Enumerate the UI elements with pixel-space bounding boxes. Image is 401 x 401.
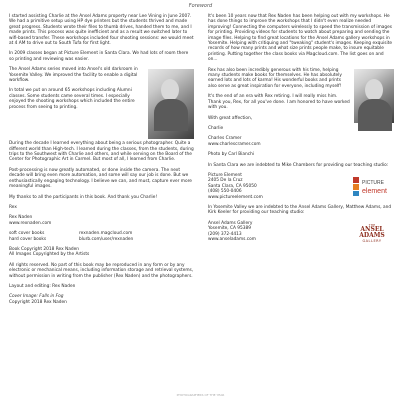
pe-address: 2405 De la Cruz [208,178,243,184]
picture-element-logo [352,175,394,197]
hard-cover-url[interactable]: blurb.com/user/rexnaden [79,236,134,242]
charlie-portrait-photo [354,69,394,123]
rex-portrait-photo [148,69,194,139]
layout-credit: Layout and editing: Rex Naden [9,283,76,289]
aa-city: Yosemite, CA 95389 [208,226,251,232]
right-para-1: It's been 10 years now that Rex Naden has been helping out with my workshops. He has done things to improve the workshops that I didn't even realize needed improving! Connecting the computers wirelessly to speed the transmission of images for printing. Providing videos for students to watch about preparing and sending the image files. Helping to find great locations for the Ansel Adams gallery workshops in Yosemite. Helping with critiquing and "tweaking" student's images. Keeping exquisite records of how many prints and what size prints people make, to insure equitable printing. Putting together the class books via Magcloud.com. The list goes on and on... [208,14,393,63]
right-para-4: With great affection, [208,115,253,121]
right-para-yosemite: In Yosemite Valley we are indebted to the Ansel Adams Gallery, Matthew Adams, and Kirk Keeler for providing our teaching studio: [208,204,392,216]
page-header: Foreword [188,3,213,9]
pe-city: Santa Clara, CA 95050 [208,183,257,189]
signature-url[interactable]: www.rexnaden.com [9,220,52,226]
page-footer: PHOTOGRAPHERS OF THE YEAR [176,393,225,397]
right-para-santa-clara: In Santa Clara we are indebted to Mike Chambers for providing our teaching studio: [208,162,389,168]
left-para-2: In 2009 classes began at Picture Element in Santa Clara. We had lots of room there so printing and reviewing was easier. [9,51,189,62]
left-para-3: The Ansel Adams series moved into Ansel's old darkroom in Yosemite Valley. We improved the facility to enable a digital workflow. [9,67,138,84]
aa-phone: (209) 372-4413 [208,231,242,237]
hard-cover-label: hard cover books [9,236,47,242]
left-para-6: Post-processing is now greatly automated, or done inside the camera. The next decade will bring even more automation, and some will say our job is done. But we enthusiastically engaging technology. I believe we can, and must, capture ever more meaningful images. [9,167,192,190]
photo-credit: Photo by Carl Bianchi [208,152,254,158]
cover-image-copyright: Copyright 2018 Rex Naden [9,299,67,305]
soft-cover-label: soft cover books [9,231,45,237]
ansel-adams-gallery-logo: THE ANSEL ADAMS GALLERY [359,222,385,243]
soft-cover-url[interactable]: rexnaden.magcloud.com [79,231,133,237]
left-para-7: My thanks to all the participants in this book. And thank you Charlie! [9,194,158,200]
aa-url[interactable]: www.anseladams.com [208,237,256,242]
left-para-4: In total we put on around 65 workshops including Alumni classes. Some students came several times. I especially enjoyed the shooting workshops which included the entire process from seeing to printing. [9,88,135,110]
svg-text:element: element [362,187,387,195]
aa-name: Ansel Adams Gallery [208,220,253,226]
right-column [208,14,394,242]
pe-name: Picture Element [208,172,242,178]
pe-url[interactable]: www.pictureelement.com [208,194,263,200]
charlie-name: Charles Cramer [208,136,242,142]
right-para-2: Rex has also been incredibly generous with his time, helping many students make books for themselves. He has absolutely earned lots and lots of karma! His wonderful books and prints also serve as great inspiration for everyone, including myself! [208,67,342,89]
cover-image-credit: Cover Image: Falls in Fog [9,294,64,300]
signature-name: Rex Naden [9,215,33,221]
left-para-1: I started assisting Charlie at the Ansel Adams property near Lee Vining in June 2007. We had a primitive setup using HP dye printers but the students thrived and made great progress. Students wrote their files to thumb drives, handed them to me, and I made prints. This process was quite inefficient and as a result we switched later to wifi-based transfer. These workshops included four shooting sessions: we would meet at 4 AM to drive out to South Tufa for first light. [9,14,194,47]
picture-element-block [208,173,394,200]
right-para-5: Charlie [208,125,224,131]
left-column [9,14,194,305]
cover-row-2 [9,237,194,242]
charlie-url[interactable]: www.charlescramer.com [208,141,261,147]
svg-text:PICTURE: PICTURE [362,179,384,186]
ansel-adams-block [208,221,394,243]
right-para-3: It's the end of an era with Rex retiring. I will really miss him. Thank you, Rex, for all you've done. I am honored to have worked with you. [208,94,350,111]
signature-rex: Rex [9,204,17,210]
left-para-5: During the decade I learned everything about being a serious photographer. Quite a different world than High-tech. I learned during the classes, from the students, during trips to the Southwest with Charlie and others, and while serving on the Board of the Center for Photographic Art in Carmel. But most of all, I learned from Charlie. [9,141,194,163]
copyright-book: Book Copyright 2018 Rex Naden [9,246,79,252]
rights-statement: All rights reserved. No part of this book may be reproduced in any form or by any electronic or mechanical means, including information storage and retrieval systems, without permission in writing from the publisher (Rex Naden) and the photographers. [9,262,194,279]
copyright-images: All Images Copyrighted by the Artists [9,252,90,258]
pe-phone: (408) 550-0406 [208,189,242,195]
